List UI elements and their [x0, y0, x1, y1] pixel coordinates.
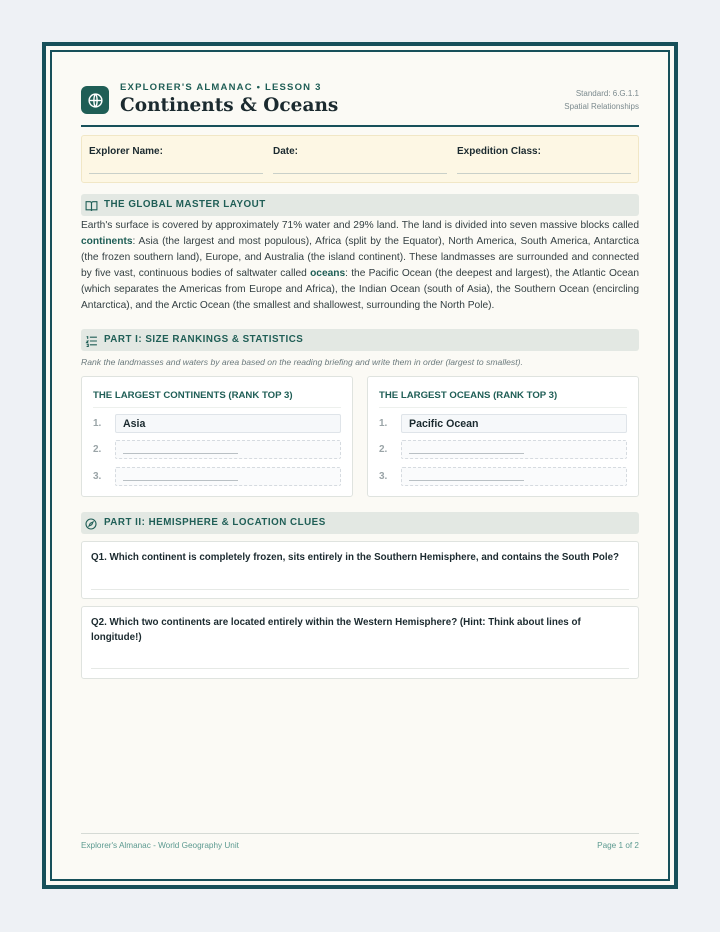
standard-subtitle: Spatial Relationships	[564, 101, 639, 111]
explorer-name-field[interactable]	[89, 146, 263, 174]
ocean-answer-value: Pacific Ocean	[409, 418, 479, 430]
continent-rank-row	[93, 467, 341, 486]
continent-answer-input[interactable]	[115, 467, 341, 486]
continent-rank-row	[93, 440, 341, 459]
footer-left-text: Explorer's Almanac - World Geography Unit	[81, 841, 239, 850]
section-title-layout: THE GLOBAL MASTER LAYOUT	[104, 199, 266, 210]
explorer-name-label: Explorer Name:	[89, 146, 163, 157]
answer-line	[123, 453, 238, 454]
date-field[interactable]	[273, 146, 447, 174]
keyword-oceans: oceans	[310, 267, 346, 279]
ocean-answer-input[interactable]	[401, 467, 627, 486]
ocean-rank-row	[379, 414, 627, 433]
expedition-class-line[interactable]	[457, 173, 631, 174]
question-card-q1	[81, 541, 639, 599]
list-ordered-icon	[85, 334, 98, 352]
book-open-icon	[85, 199, 98, 217]
continent-answer-input[interactable]	[115, 440, 341, 459]
worksheet-header	[81, 76, 639, 127]
q1-answer-line[interactable]	[91, 589, 629, 590]
continent-answer-value: Asia	[123, 418, 146, 430]
rank-number: 1.	[379, 418, 388, 429]
ocean-answer-input[interactable]	[401, 440, 627, 459]
q2-answer-line[interactable]	[91, 668, 629, 669]
date-line[interactable]	[273, 173, 447, 174]
student-info-box	[81, 135, 639, 183]
passage-part-3: : the Pacific Ocean (the deepest and largest), the Atlantic Ocean (which separates the Americas from Europe and Africa), the Indian Ocean (south of Asia), the Southern Ocean (encircling Antarctica), and the Arctic Ocean (the smallest and shallowest, surrounding the North Pole).	[81, 267, 639, 311]
rank-number: 1.	[93, 418, 102, 429]
rank-number: 2.	[93, 444, 102, 455]
globe-icon	[81, 86, 109, 114]
expedition-class-label: Expedition Class:	[457, 146, 541, 157]
oceans-card	[367, 376, 639, 497]
compass-icon	[85, 517, 97, 535]
question-q1-text: Q1. Which continent is completely frozen, sits entirely in the Southern Hemisphere, and contains the South Pole?	[91, 552, 620, 563]
answer-line	[409, 480, 524, 481]
question-q2-text: Q2. Which two continents are located entirely within the Western Hemisphere? (Hint: Think about lines of longitude!)	[91, 617, 581, 643]
part1-instruction: Rank the landmasses and waters by area based on the reading briefing and write them in order (largest to smallest).	[81, 357, 523, 367]
section-header-layout	[81, 194, 639, 216]
page-title: Continents & Oceans	[120, 95, 339, 116]
continent-answer-input[interactable]	[115, 414, 341, 433]
reading-passage	[81, 218, 639, 313]
answer-line	[123, 480, 238, 481]
ocean-rank-row	[379, 467, 627, 486]
continents-card	[81, 376, 353, 497]
rank-number: 2.	[379, 444, 388, 455]
worksheet-page	[81, 76, 639, 643]
question-card-q2	[81, 606, 639, 679]
lesson-kicker: EXPLORER'S ALMANAC • LESSON 3	[120, 82, 322, 93]
page-number: Page 1 of 2	[597, 841, 639, 850]
continents-card-title: THE LARGEST CONTINENTS (RANK TOP 3)	[93, 390, 341, 408]
passage-part-1: Earth's surface is covered by approximately 71% water and 29% land. The land is divided into seven massive blocks called	[81, 220, 639, 231]
passage-part-2: : Asia (the largest and most populous), Africa (split by the Equator), North America, South America, Antarctica (the frozen southern land), Europe, and Australia (the island continent). These landmasses are surrounded and connected by five vast, continuous bodies of saltwater called	[81, 235, 639, 279]
page-footer	[81, 833, 639, 850]
answer-line	[409, 453, 524, 454]
ocean-answer-input[interactable]	[401, 414, 627, 433]
date-label: Date:	[273, 146, 299, 157]
section-header-part2	[81, 512, 639, 534]
section-header-part1	[81, 329, 639, 351]
rank-number: 3.	[93, 471, 102, 482]
explorer-name-line[interactable]	[89, 173, 263, 174]
continent-rank-row	[93, 414, 341, 433]
standard-info	[564, 88, 639, 113]
section-title-part1: PART I: SIZE RANKINGS & STATISTICS	[104, 334, 304, 345]
keyword-continents: continents	[81, 235, 133, 247]
rank-number: 3.	[379, 471, 388, 482]
oceans-card-title: THE LARGEST OCEANS (RANK TOP 3)	[379, 390, 627, 408]
standard-code: Standard: 6.G.1.1	[575, 89, 639, 98]
ocean-rank-row	[379, 440, 627, 459]
section-title-part2: PART II: HEMISPHERE & LOCATION CLUES	[104, 517, 326, 528]
expedition-class-field[interactable]	[457, 146, 631, 174]
